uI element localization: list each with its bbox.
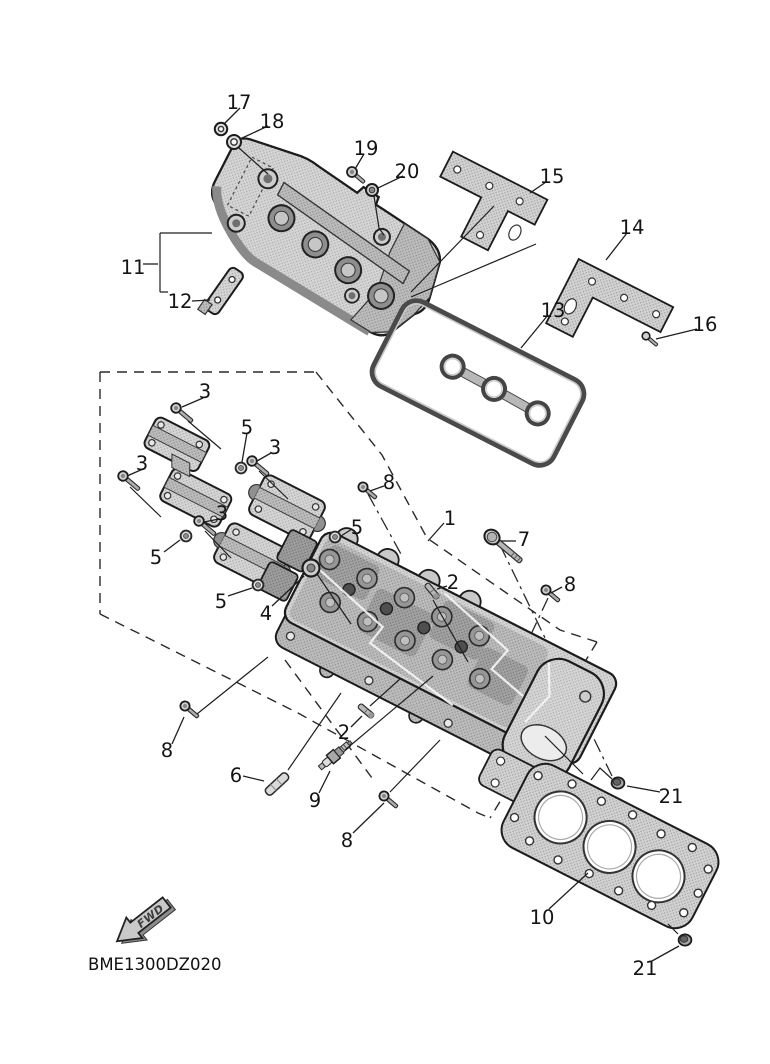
callout-4: 4 [259,602,273,625]
callout-1: 1 [443,507,457,530]
callout-leader-8c [172,717,184,744]
dowel-5b [330,532,341,543]
callout-5c: 5 [149,546,163,569]
callout-11-bracket [160,233,212,292]
dowel-5c [181,531,192,542]
grommet-18 [227,135,241,149]
callout-leader-1 [428,523,444,541]
callout-20: 20 [394,160,420,183]
callout-18: 18 [259,110,285,133]
callout-2a: 2 [446,571,460,594]
callout-5b: 5 [350,516,364,539]
head-bolt-8d [378,790,400,811]
cylinder-head [235,503,626,797]
callout-leader-21a [627,786,660,792]
callout-2b: 2 [337,721,351,744]
cylinder-head-gasket [457,738,725,935]
callout-14: 14 [619,216,645,239]
cap-bolt-3b [245,454,271,478]
callout-21a: 21 [658,785,684,808]
stud-2b [357,703,374,719]
callout-3c: 3 [135,452,149,475]
nut-20 [366,184,378,196]
callout-leader-2b [351,716,362,727]
callout-7: 7 [517,528,531,551]
callout-19: 19 [353,137,379,160]
callout-leader-10 [549,873,588,909]
head-bolt-8b [540,584,562,605]
callout-3d: 3 [215,502,229,525]
callout-5d: 5 [214,590,228,613]
head-bolt-8a [357,481,379,502]
callout-10: 10 [529,906,555,929]
callout-13: 13 [540,299,566,322]
head-bolt-8c [179,700,201,721]
fwd-arrow [109,891,179,955]
callout-15: 15 [539,165,565,188]
callout-9: 9 [308,789,322,812]
callout-16: 16 [692,313,718,336]
exhaust-stud-6 [264,771,290,796]
callout-11: 11 [120,256,146,279]
callout-leader-5c [164,540,180,552]
washer-17 [215,123,227,135]
callout-3b: 3 [268,436,282,459]
callout-3a: 3 [198,380,212,403]
callout-8c: 8 [160,739,174,762]
callout-8b: 8 [563,573,577,596]
callout-5a: 5 [240,416,254,439]
callout-leader-8b [551,587,562,593]
part-code: BME1300DZ020 [88,955,222,974]
dowel-5a [236,463,247,474]
callout-8d: 8 [340,829,354,852]
callout-8a: 8 [382,471,396,494]
callout-6: 6 [229,764,243,787]
callout-12: 12 [167,290,193,313]
callout-leader-6 [243,776,264,781]
callout-leader-8d [353,803,384,833]
nut-21b [679,934,692,945]
cover-bracket [198,264,245,320]
callout-leader-5d [228,588,252,596]
callout-21b: 21 [632,957,658,980]
oil-seal-4 [303,560,320,577]
nut-21a [612,777,625,788]
cylinder-head-cover-detail [186,126,461,349]
dowel-5d [253,580,264,591]
fwd-label: FWD [134,901,167,931]
cap-bolt-3a [169,401,195,425]
callout-17: 17 [226,91,252,114]
